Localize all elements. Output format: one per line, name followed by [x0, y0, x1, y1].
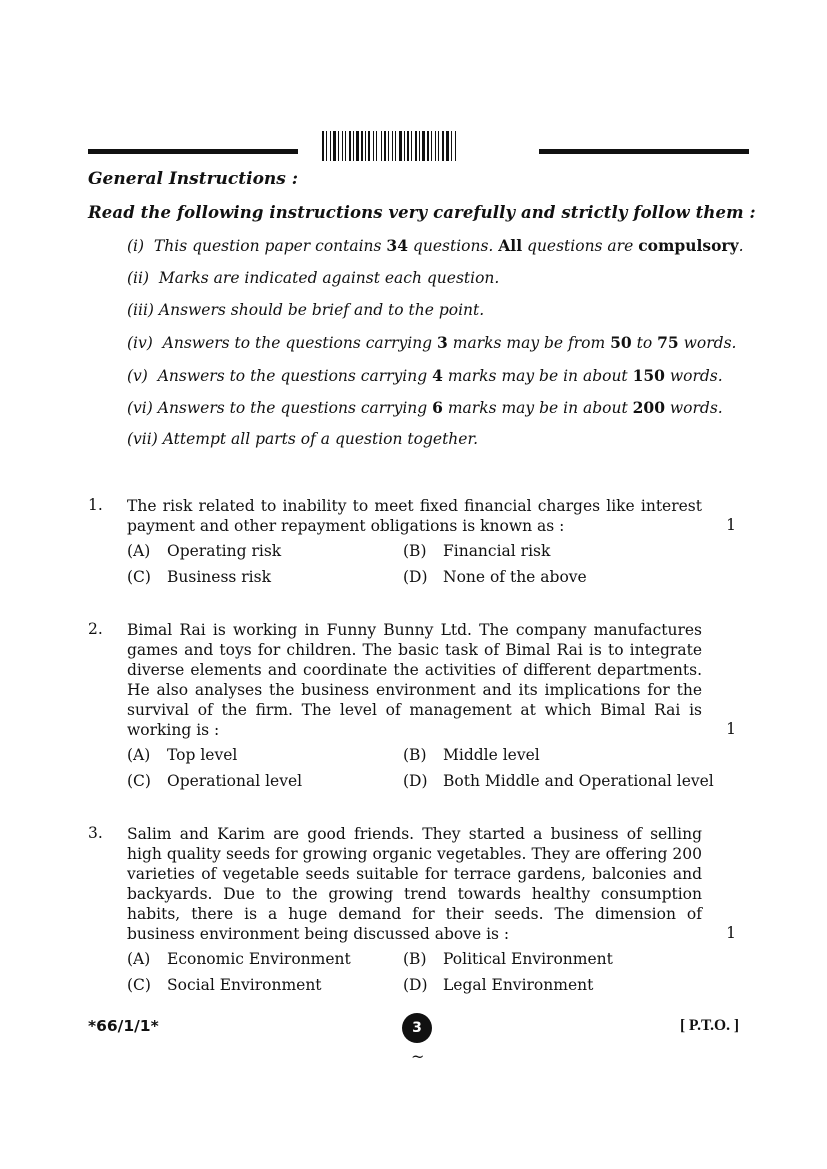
- option-c: (C) Operational level: [127, 772, 303, 790]
- instruction-item: (v) Answers to the questions carrying 4 marks may be in about 150 words.: [127, 366, 723, 385]
- option-c: (C) Social Environment: [127, 976, 322, 994]
- instruction-item: (ii) Marks are indicated against each question.: [127, 269, 500, 287]
- pto-label: [ P.T.O. ]: [680, 1017, 739, 1034]
- question-text: The risk related to inability to meet fixed financial charges like interest payment and other repayment obligations is known as :: [127, 497, 702, 535]
- instruction-item: (vii) Attempt all parts of a question together.: [127, 430, 479, 448]
- option-c: (C) Business risk: [127, 568, 271, 586]
- question-1: [88, 496, 736, 596]
- question-number: 1.: [88, 496, 103, 514]
- page-number-badge: 3: [402, 1013, 432, 1043]
- option-a: (A) Top level: [127, 746, 238, 764]
- question-3: [88, 824, 736, 1004]
- option-a: (A) Operating risk: [127, 542, 282, 560]
- option-a: (A) Economic Environment: [127, 950, 351, 968]
- read-instructions-line: Read the following instructions very carefully and strictly follow them :: [88, 203, 756, 222]
- header-rule-right: [539, 149, 749, 154]
- question-marks: 1: [726, 720, 736, 738]
- option-d: (D) Both Middle and Operational level: [403, 772, 714, 790]
- option-d: (D) Legal Environment: [403, 976, 594, 994]
- instruction-item: (vi) Answers to the questions carrying 6 marks may be in about 200 words.: [127, 398, 723, 417]
- question-number: 3.: [88, 824, 103, 842]
- option-d: (D) None of the above: [403, 568, 587, 586]
- barcode-image: [322, 131, 506, 161]
- paper-code: *66/1/1*: [88, 1017, 159, 1035]
- option-b: (B) Middle level: [403, 746, 540, 764]
- question-number: 2.: [88, 620, 103, 638]
- option-b: (B) Financial risk: [403, 542, 551, 560]
- question-text: Salim and Karim are good friends. They started a business of selling high quality seeds for growing organic vegetables. They are offering 200 varieties of vegetable seeds suitable for terrace gardens, balconies and backyards. Due to the growing trend towards healthy consumption habits, there is a huge demand for their seeds. The dimension of business environment being discussed above is :: [127, 825, 702, 943]
- general-instructions-heading: General Instructions :: [88, 169, 299, 189]
- question-2: [88, 620, 736, 800]
- instruction-item: (i) This question paper contains 34 questions. All questions are compulsory.: [127, 236, 744, 255]
- header-rule-left: [88, 149, 298, 154]
- question-marks: 1: [726, 516, 736, 534]
- option-b: (B) Political Environment: [403, 950, 613, 968]
- question-marks: 1: [726, 924, 736, 942]
- instruction-item: (iv) Answers to the questions carrying 3 marks may be from 50 to 75 words.: [127, 333, 737, 352]
- instruction-item: (iii) Answers should be brief and to the point.: [127, 301, 485, 319]
- tilde-mark: ~: [411, 1047, 425, 1066]
- question-text: Bimal Rai is working in Funny Bunny Ltd. The company manufactures games and toys for children. The basic task of Bimal Rai is to integrate diverse elements and coordinate the activities of different departments. He also analyses the business environment and its implications for the survival of the firm. The level of management at which Bimal Rai is working is :: [127, 621, 702, 739]
